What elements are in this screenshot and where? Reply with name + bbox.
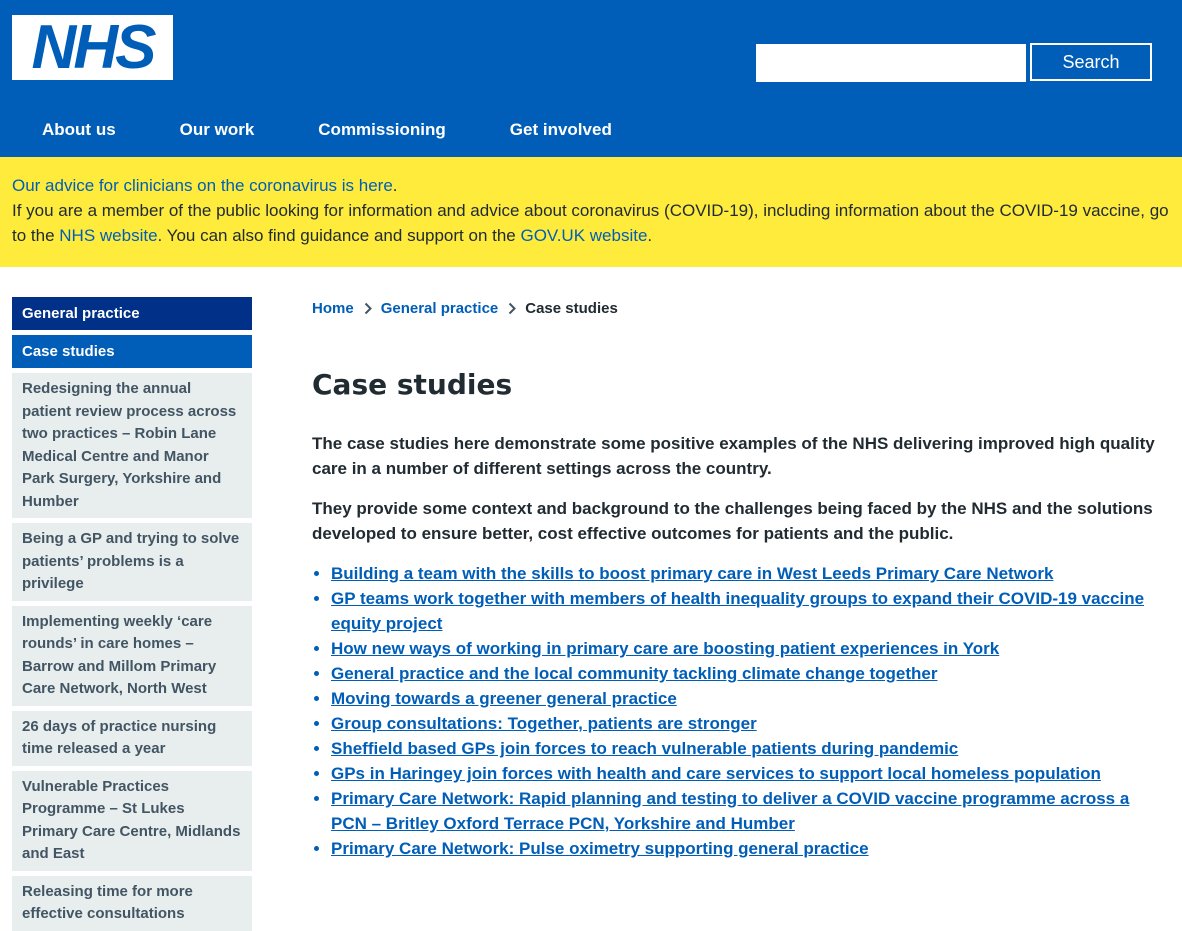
- case-study-link[interactable]: Group consultations: Together, patients are stronger: [331, 714, 757, 733]
- case-study-link[interactable]: Primary Care Network: Pulse oximetry supporting general practice: [331, 839, 869, 858]
- chevron-right-icon: [508, 302, 516, 315]
- coronavirus-alert-banner: [0, 157, 1182, 267]
- banner-line-2: If you are a member of the public looking for information and advice about coronavirus (COVID-19), including information about the COVID-19 vaccine, go to the NHS website. You can also find guidance and support on the GOV.UK website.: [12, 201, 1169, 245]
- breadcrumb: [312, 297, 1162, 319]
- sidebar-item[interactable]: 26 days of practice nursing time released a year: [12, 711, 252, 766]
- sidebar-item[interactable]: Vulnerable Practices Programme – St Lukes Primary Care Centre, Midlands and East: [12, 771, 252, 871]
- nhs-logo-link[interactable]: [12, 12, 173, 82]
- list-item: [331, 686, 1162, 711]
- sidebar-item[interactable]: Implementing weekly ‘care rounds’ in care homes – Barrow and Millom Primary Care Network, North West: [12, 606, 252, 706]
- nav-our-work[interactable]: Our work: [179, 120, 255, 139]
- nhs-logo: NHS: [31, 12, 154, 82]
- sidebar-current-case-studies[interactable]: Case studies: [12, 335, 252, 368]
- gov-uk-website-link[interactable]: GOV.UK website: [520, 226, 648, 245]
- list-item: [331, 711, 1162, 736]
- breadcrumb-current: Case studies: [525, 299, 618, 317]
- list-item: [331, 661, 1162, 686]
- sidebar-item[interactable]: Redesigning the annual patient review process across two practices – Robin Lane Medical Centre and Manor Park Surgery, Yorkshire and Humber: [12, 373, 252, 518]
- nav-get-involved[interactable]: Get involved: [509, 120, 612, 139]
- banner-line-1: Our advice for clinicians on the coronavirus is here.: [12, 176, 398, 195]
- list-item: [331, 636, 1162, 661]
- list-item: [331, 761, 1162, 786]
- list-item: [331, 836, 1162, 861]
- nav-commissioning[interactable]: Commissioning: [318, 120, 446, 139]
- intro-paragraph: They provide some context and background to the challenges being faced by the NHS and the solutions developed to ensure better, cost effective outcomes for patients and the public.: [312, 499, 1153, 543]
- case-study-link[interactable]: Primary Care Network: Rapid planning and testing to deliver a COVID vaccine programme across a PCN – Britley Oxford Terrace PCN, Yorkshire and Humber: [331, 789, 1130, 833]
- main-content: [312, 297, 1162, 861]
- intro-paragraph: The case studies here demonstrate some positive examples of the NHS delivering improved high quality care in a number of different settings across the country.: [312, 434, 1155, 478]
- chevron-right-icon: [364, 302, 372, 315]
- clinicians-advice-link[interactable]: Our advice for clinicians on the coronavirus is here: [12, 176, 393, 195]
- case-study-link[interactable]: Building a team with the skills to boost primary care in West Leeds Primary Care Network: [331, 564, 1054, 583]
- sidebar-item[interactable]: Releasing time for more effective consultations: [12, 876, 252, 931]
- case-study-link[interactable]: GPs in Haringey join forces with health and care services to support local homeless population: [331, 764, 1101, 783]
- list-item: [331, 561, 1162, 586]
- search-button[interactable]: Search: [1030, 43, 1152, 81]
- case-study-link[interactable]: Moving towards a greener general practice: [331, 689, 677, 708]
- nhs-website-link[interactable]: NHS website: [59, 226, 158, 245]
- search-input[interactable]: [756, 44, 1026, 82]
- breadcrumb-general-practice[interactable]: General practice: [380, 299, 499, 317]
- breadcrumb-home[interactable]: Home: [312, 299, 354, 317]
- list-item: [331, 736, 1162, 761]
- case-study-link[interactable]: Sheffield based GPs join forces to reach vulnerable patients during pandemic: [331, 739, 959, 758]
- page-title: Case studies: [312, 368, 513, 401]
- primary-nav: [0, 110, 612, 150]
- case-study-link[interactable]: How new ways of working in primary care are boosting patient experiences in York: [331, 639, 1000, 658]
- sidebar-item[interactable]: Being a GP and trying to solve patients’ problems is a privilege: [12, 523, 252, 601]
- site-header: [0, 0, 1182, 157]
- list-item: [331, 786, 1162, 836]
- case-study-link[interactable]: General practice and the local community tackling climate change together: [331, 664, 938, 683]
- case-study-list: [331, 561, 1162, 861]
- sidebar-parent-general-practice[interactable]: General practice: [12, 297, 252, 330]
- case-study-link[interactable]: GP teams work together with members of health inequality groups to expand their COVID-19 vaccine equity project: [331, 589, 1145, 633]
- nav-about-us[interactable]: About us: [42, 120, 116, 139]
- sidebar-nav: [12, 297, 252, 931]
- list-item: [331, 586, 1162, 636]
